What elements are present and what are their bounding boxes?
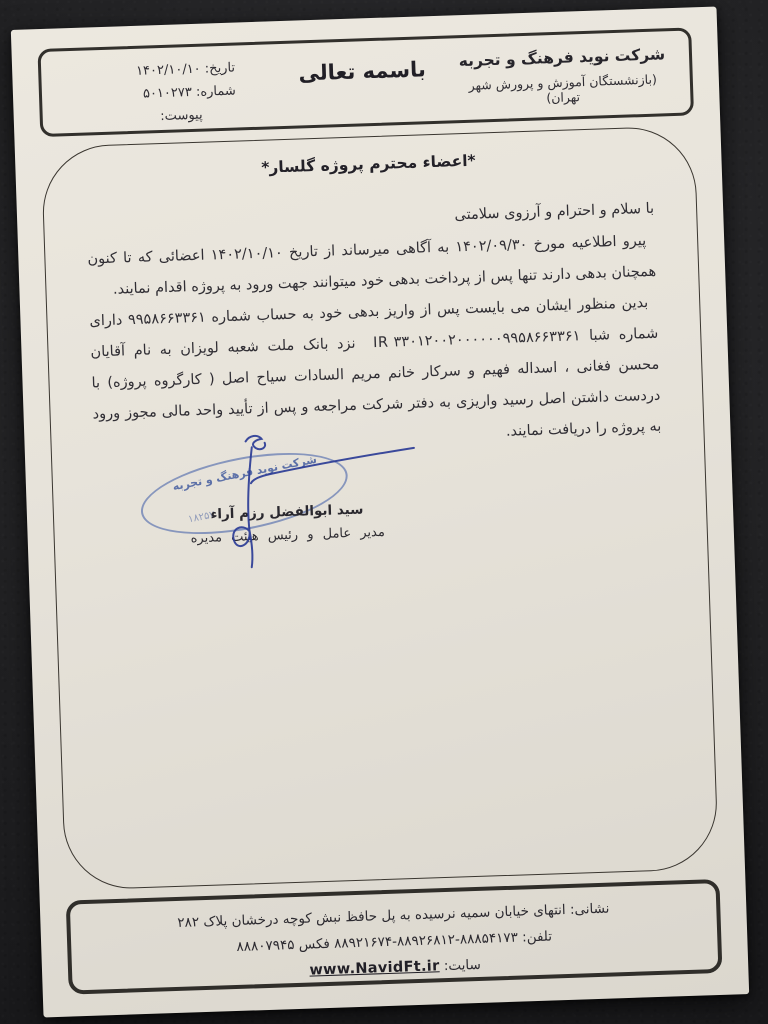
salutation-line: با سلام و احترام و آرزوی سلامتی xyxy=(454,200,655,224)
iban-number: IR ۳۳۰۱۲۰۰۲۰۰۰۰۰۰۹۹۵۸۶۶۳۳۶۱ xyxy=(372,328,581,352)
bismillah-heading: باسمه تعالی xyxy=(298,57,427,86)
letter-body-box xyxy=(41,125,719,890)
fax-number: ۸۸۸۰۷۹۴۵ xyxy=(236,937,295,955)
number-label: شماره: xyxy=(195,83,237,100)
paragraph-2 xyxy=(89,288,662,462)
letterhead-box xyxy=(37,27,694,137)
site-url: www.NavidFt.ir xyxy=(309,958,440,979)
signer-name: سید ابوالفضل رزم آراء xyxy=(210,501,364,523)
address-label: نشانی: xyxy=(569,900,610,918)
company-subtitle: (بازنشستگان آموزش و پرورش شهر تهران) xyxy=(468,71,658,106)
phone-numbers: ۸۸۸۵۴۱۷۳-۸۸۹۲۶۸۱۲-۸۸۹۲۱۶۷۴ xyxy=(333,929,519,952)
letter-content xyxy=(11,7,749,1018)
letterhead-company xyxy=(450,38,675,115)
phone-label: تلفن: xyxy=(521,928,553,946)
attachment-row xyxy=(58,103,237,132)
date-value: ۱۴۰۲/۱۰/۱۰ xyxy=(135,61,201,79)
date-label: تاریخ: xyxy=(204,60,236,77)
paragraph-1: پیرو اطلاعیه مورخ ۱۴۰۲/۰۹/۳۰ به آگاهی میرساند از تاریخ ۱۴۰۲/۱۰/۱۰ اعضائی که تا کنون همچنان بدهی دارند تنها پس از پرداخت بدهی خود میتوانند جهت ورود به پروژه اقدام نمایند. xyxy=(87,233,657,298)
paragraph-2-before-iban: بدین منظور ایشان می بایست پس از واریز بدهی خود به حساب شماره ۹۹۵۸۶۶۳۳۶۱ دارای شماره شبا xyxy=(89,294,659,344)
fax-label: فکس xyxy=(298,935,331,953)
letter-paper xyxy=(11,7,749,1018)
site-label: سایت: xyxy=(443,956,482,975)
number-value: ۵۰۱۰۲۷۳ xyxy=(142,85,193,102)
stamp-company-text: شرکت نوید فرهنگ و تجربه xyxy=(171,452,318,494)
footer-box xyxy=(66,879,723,995)
signer-title: مدیر عامل و رئیس هیئت مدیره xyxy=(190,524,386,547)
company-name: شرکت نوید فرهنگ و تجربه xyxy=(458,45,666,71)
stamp-registration-number: ۱۸۲۵۷ xyxy=(187,509,216,526)
paragraph-2-after-iban: نزد بانک ملت شعبه لویزان به نام آقایان محسن فغانی ، اسداله فهیم و سرکار خانم مریم السادات سیاح اصل ( کارگروه پروژه) با دردست داشتن اصل رسید واریزی به دفتر شرکت مراجعه و پس از تأیید واحد مالی مجوز ورود به پروژه را دریافت نمایند. xyxy=(90,335,662,440)
address-value: انتهای خیابان سمیه نرسیده به پل حافظ نبش کوچه درخشان پلاک ۲۸۲ xyxy=(177,902,566,931)
letterhead-meta xyxy=(57,51,275,128)
attachment-label: پیوست: xyxy=(160,107,203,125)
letter-title: *اعضاء محترم پروژه گلسار* xyxy=(260,151,476,177)
signature-block xyxy=(130,443,444,593)
